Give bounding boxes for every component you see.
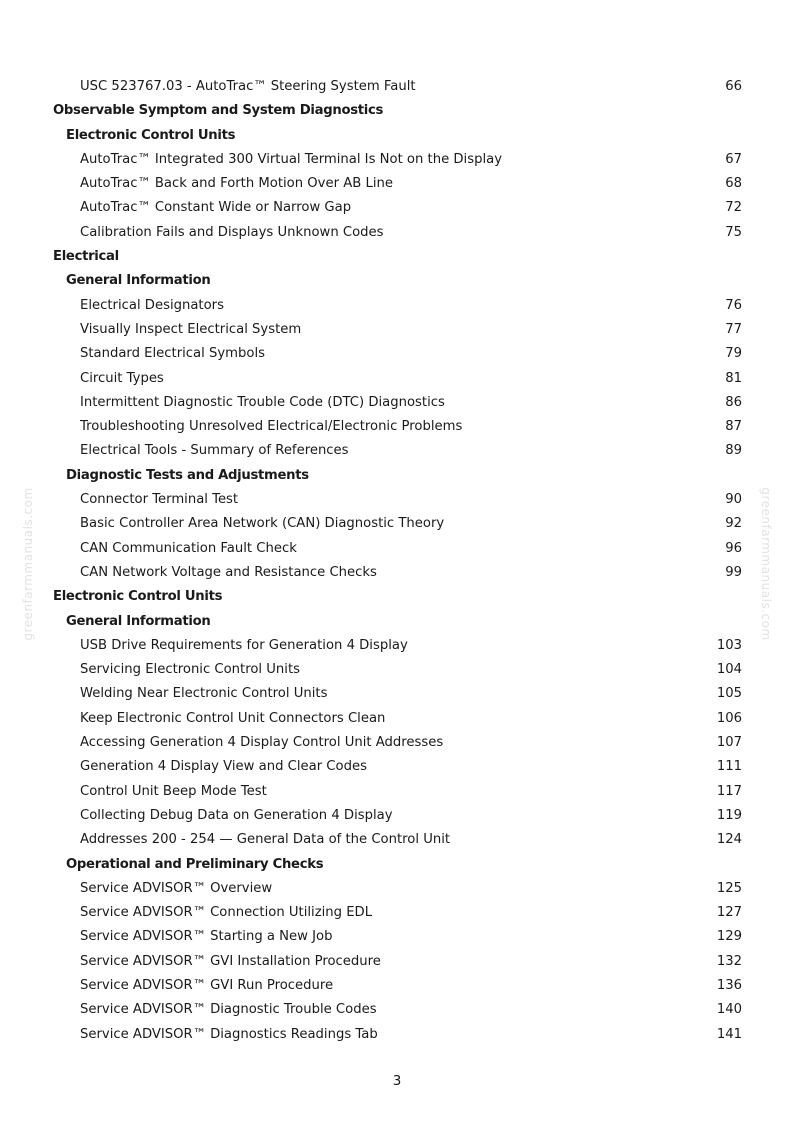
toc-entry-title: Electronic Control Units bbox=[53, 589, 223, 605]
toc-entry-page: 140 bbox=[716, 1002, 742, 1018]
toc-entry-title: Generation 4 Display View and Clear Codes bbox=[80, 759, 367, 775]
toc-subsection-heading bbox=[0, 124, 794, 148]
toc-entry[interactable] bbox=[0, 804, 794, 828]
toc-entry[interactable] bbox=[0, 755, 794, 779]
toc-subsection-heading bbox=[0, 464, 794, 488]
toc-entry-title: CAN Network Voltage and Resistance Checks bbox=[80, 564, 377, 580]
toc-entry[interactable] bbox=[0, 731, 794, 755]
toc-entry-title: Diagnostic Tests and Adjustments bbox=[66, 467, 309, 483]
toc-entry[interactable] bbox=[0, 196, 794, 220]
table-of-contents bbox=[0, 75, 794, 1047]
toc-subsection-heading bbox=[0, 269, 794, 293]
toc-entry[interactable] bbox=[0, 391, 794, 415]
watermark-left: greenfarmmanuals.com bbox=[21, 487, 35, 641]
toc-entry-page: 119 bbox=[716, 807, 742, 823]
toc-entry-title: Servicing Electronic Control Units bbox=[80, 662, 300, 678]
toc-entry-title: Intermittent Diagnostic Trouble Code (DTC) Diagnostics bbox=[80, 394, 445, 410]
toc-entry-page: 136 bbox=[716, 977, 742, 993]
toc-entry-title: Control Unit Beep Mode Test bbox=[80, 783, 267, 799]
toc-entry-title: Service ADVISOR™ GVI Installation Procedure bbox=[80, 953, 381, 969]
toc-entry-page: 105 bbox=[716, 686, 742, 702]
toc-entry-page: 111 bbox=[716, 759, 742, 775]
toc-entry-title: Service ADVISOR™ Diagnostic Trouble Codes bbox=[80, 1002, 377, 1018]
toc-section-heading bbox=[0, 99, 794, 123]
toc-entry-title: Circuit Types bbox=[80, 370, 164, 386]
toc-entry-page: 106 bbox=[716, 710, 742, 726]
toc-entry-page: 76 bbox=[725, 297, 742, 313]
toc-entry-title: Electronic Control Units bbox=[66, 127, 236, 143]
toc-entry-title: Keep Electronic Control Unit Connectors Clean bbox=[80, 710, 386, 726]
toc-entry-page: 104 bbox=[716, 662, 742, 678]
toc-entry-page: 107 bbox=[716, 735, 742, 751]
toc-entry-page: 125 bbox=[716, 880, 742, 896]
toc-entry-title: USB Drive Requirements for Generation 4 Display bbox=[80, 637, 408, 653]
toc-section-heading bbox=[0, 585, 794, 609]
toc-entry-title: Basic Controller Area Network (CAN) Diagnostic Theory bbox=[80, 516, 445, 532]
toc-entry-page: 117 bbox=[716, 783, 742, 799]
toc-entry-title: CAN Communication Fault Check bbox=[80, 540, 297, 556]
toc-entry-page: 127 bbox=[716, 905, 742, 921]
toc-entry-page: 90 bbox=[725, 492, 742, 508]
toc-entry-page: 92 bbox=[725, 516, 742, 532]
toc-entry-page: 67 bbox=[725, 151, 742, 167]
toc-entry[interactable] bbox=[0, 537, 794, 561]
toc-entry-title: Electrical Designators bbox=[80, 297, 224, 313]
toc-entry[interactable] bbox=[0, 342, 794, 366]
toc-subsection-heading bbox=[0, 853, 794, 877]
toc-entry-page: 103 bbox=[716, 637, 742, 653]
toc-entry[interactable] bbox=[0, 75, 794, 99]
toc-entry[interactable] bbox=[0, 1023, 794, 1047]
toc-entry-title: Standard Electrical Symbols bbox=[80, 346, 265, 362]
toc-entry[interactable] bbox=[0, 367, 794, 391]
toc-entry[interactable] bbox=[0, 415, 794, 439]
toc-entry-title: USC 523767.03 - AutoTrac™ Steering System Fault bbox=[80, 79, 416, 94]
toc-entry[interactable] bbox=[0, 172, 794, 196]
toc-entry[interactable] bbox=[0, 974, 794, 998]
toc-entry[interactable] bbox=[0, 658, 794, 682]
toc-entry[interactable] bbox=[0, 488, 794, 512]
toc-entry-page: 86 bbox=[725, 394, 742, 410]
toc-entry-title: Addresses 200 - 254 — General Data of the Control Unit bbox=[80, 832, 451, 848]
toc-entry-page: 68 bbox=[725, 176, 742, 192]
toc-entry-page: 77 bbox=[725, 321, 742, 337]
toc-entry-page: 87 bbox=[725, 419, 742, 435]
toc-entry[interactable] bbox=[0, 877, 794, 901]
toc-entry[interactable] bbox=[0, 512, 794, 536]
toc-entry[interactable] bbox=[0, 294, 794, 318]
toc-entry-title: Service ADVISOR™ GVI Run Procedure bbox=[80, 977, 334, 993]
toc-entry-page: 79 bbox=[725, 346, 742, 362]
toc-entry-title: Service ADVISOR™ Overview bbox=[80, 880, 273, 896]
toc-entry-page: 99 bbox=[725, 564, 742, 580]
toc-entry[interactable] bbox=[0, 707, 794, 731]
toc-entry-title: Troubleshooting Unresolved Electrical/Electronic Problems bbox=[80, 419, 463, 435]
toc-entry-title: AutoTrac™ Back and Forth Motion Over AB Line bbox=[80, 176, 393, 192]
toc-entry-title: Collecting Debug Data on Generation 4 Display bbox=[80, 807, 393, 823]
toc-entry-page: 75 bbox=[725, 224, 742, 240]
toc-entry[interactable] bbox=[0, 682, 794, 706]
toc-entry-title: General Information bbox=[66, 273, 211, 289]
toc-entry-page: 129 bbox=[716, 929, 742, 945]
toc-entry-page: 141 bbox=[716, 1026, 742, 1042]
toc-entry-page: 96 bbox=[725, 540, 742, 556]
toc-entry[interactable] bbox=[0, 221, 794, 245]
toc-entry-title: Visually Inspect Electrical System bbox=[80, 321, 302, 337]
toc-entry[interactable] bbox=[0, 634, 794, 658]
toc-entry[interactable] bbox=[0, 439, 794, 463]
toc-entry[interactable] bbox=[0, 901, 794, 925]
toc-entry[interactable] bbox=[0, 950, 794, 974]
page-number: 3 bbox=[392, 1073, 402, 1089]
toc-entry-title: Service ADVISOR™ Connection Utilizing EDL bbox=[80, 905, 373, 921]
toc-entry[interactable] bbox=[0, 780, 794, 804]
toc-entry-title: Accessing Generation 4 Display Control Unit Addresses bbox=[80, 735, 444, 751]
toc-entry-page: 81 bbox=[725, 370, 742, 386]
toc-entry-page: 89 bbox=[725, 443, 742, 459]
toc-entry-title: Connector Terminal Test bbox=[80, 492, 239, 508]
toc-entry-title: General Information bbox=[66, 613, 211, 629]
toc-entry-page: 72 bbox=[725, 200, 742, 216]
toc-section-heading bbox=[0, 245, 794, 269]
toc-entry[interactable] bbox=[0, 998, 794, 1022]
toc-subsection-heading bbox=[0, 610, 794, 634]
toc-entry[interactable] bbox=[0, 828, 794, 852]
toc-entry-title: Electrical Tools - Summary of References bbox=[80, 443, 349, 459]
toc-entry-page: 132 bbox=[716, 953, 742, 969]
toc-entry-title: Observable Symptom and System Diagnostics bbox=[53, 103, 384, 119]
toc-entry-title: Welding Near Electronic Control Units bbox=[80, 686, 328, 702]
toc-entry-page: 66 bbox=[725, 79, 742, 94]
toc-entry-page: 124 bbox=[716, 832, 742, 848]
toc-entry[interactable] bbox=[0, 318, 794, 342]
toc-entry-title: Electrical bbox=[53, 249, 119, 265]
toc-entry-title: AutoTrac™ Integrated 300 Virtual Terminal Is Not on the Display bbox=[80, 151, 502, 167]
toc-entry-title: Calibration Fails and Displays Unknown Codes bbox=[80, 224, 384, 240]
toc-entry[interactable] bbox=[0, 561, 794, 585]
watermark-right: greenfarmmanuals.com bbox=[759, 487, 773, 641]
toc-entry-title: Service ADVISOR™ Diagnostics Readings Tab bbox=[80, 1026, 378, 1042]
toc-entry-title: AutoTrac™ Constant Wide or Narrow Gap bbox=[80, 200, 352, 216]
toc-entry-title: Service ADVISOR™ Starting a New Job bbox=[80, 929, 333, 945]
toc-entry-title: Operational and Preliminary Checks bbox=[66, 856, 324, 872]
toc-entry[interactable] bbox=[0, 925, 794, 949]
toc-entry[interactable] bbox=[0, 148, 794, 172]
